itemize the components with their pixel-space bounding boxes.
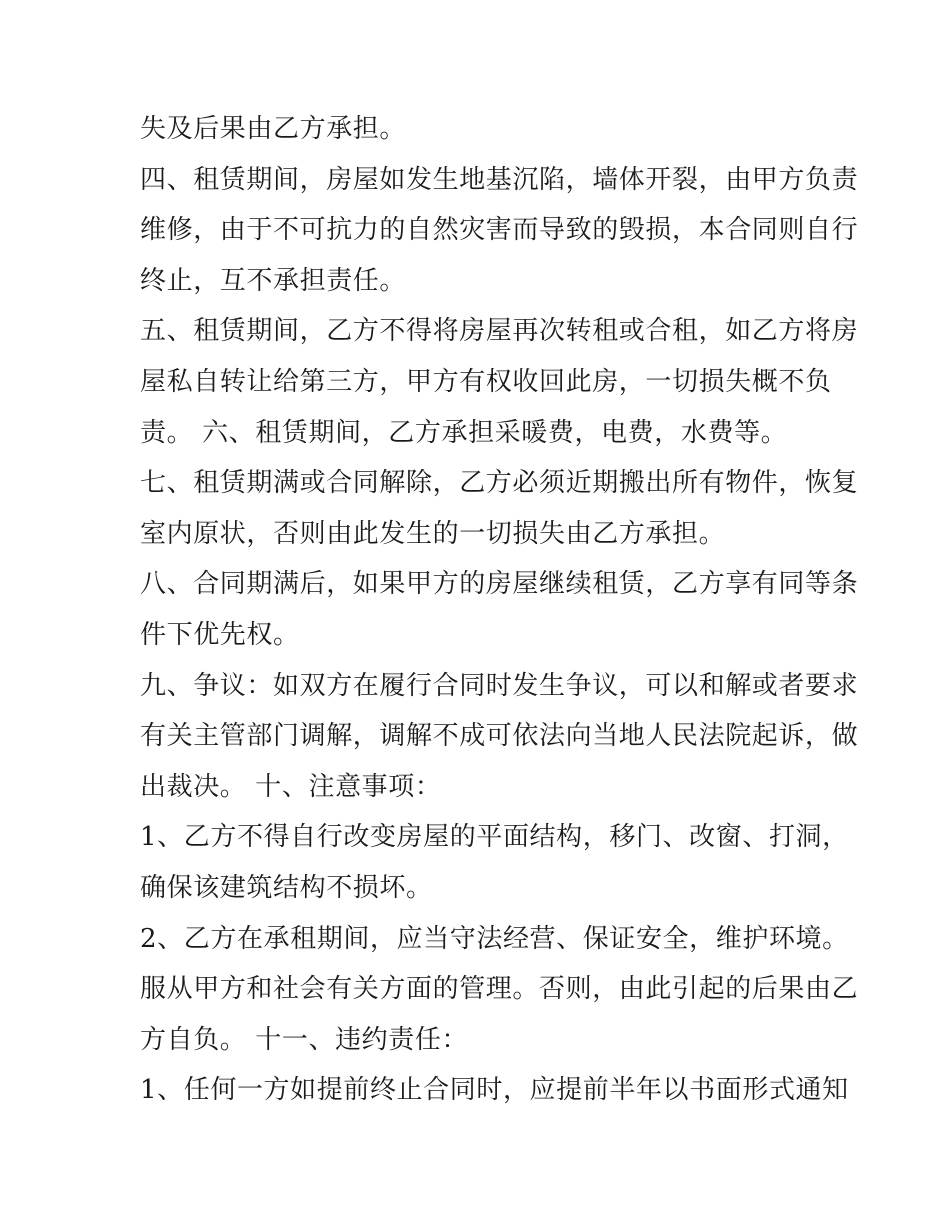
text-line: 确保该建筑结构不损坏。 [140,872,433,903]
text-line: 室内原状，否则由此发生的一切损失由乙方承担。 [140,518,726,549]
text-line: 责。 六、租赁期间，乙方承担采暖费，电费，水费等。 [140,417,788,448]
text-line: 九、争议：如双方在履行合同时发生争议，可以和解或者要求 [140,670,859,701]
text-line: 终止，互不承担责任。 [140,265,407,296]
text-line: 八、合同期满后，如果甲方的房屋继续租赁，乙方享有同等条 [140,569,859,600]
text-line: 四、租赁期间，房屋如发生地基沉陷，墙体开裂，由甲方负责 [140,164,859,195]
text-line: 有关主管部门调解，调解不成可依法向当地人民法院起诉，做 [140,721,859,752]
text-line: 出裁决。 十、注意事项： [140,771,442,802]
text-line: 1、乙方不得自行改变房屋的平面结构，移门、改窗、打洞， [140,822,849,853]
text-line: 服从甲方和社会有关方面的管理。否则，由此引起的后果由乙 [140,974,859,1005]
text-line: 2、乙方在承租期间，应当守法经营、保证安全，维护环境。 [140,923,849,954]
text-line: 五、租赁期间，乙方不得将房屋再次转租或合租，如乙方将房 [140,316,859,347]
text-line: 七、租赁期满或合同解除，乙方必须近期搬出所有物件，恢复 [140,468,859,499]
contract-text [140,104,859,1116]
text-line: 方自负。 十一、违约责任： [140,1024,469,1055]
text-line: 失及后果由乙方承担。 [140,114,407,144]
text-line: 1、任何一方如提前终止合同时，应提前半年以书面形式通知 [140,1075,849,1106]
text-line: 维修，由于不可抗力的自然灾害而导致的毁损，本合同则自行 [140,215,859,246]
text-line: 件下优先权。 [140,619,300,650]
text-line: 屋私自转让给第三方，甲方有权收回此房，一切损失概不负 [140,366,832,397]
